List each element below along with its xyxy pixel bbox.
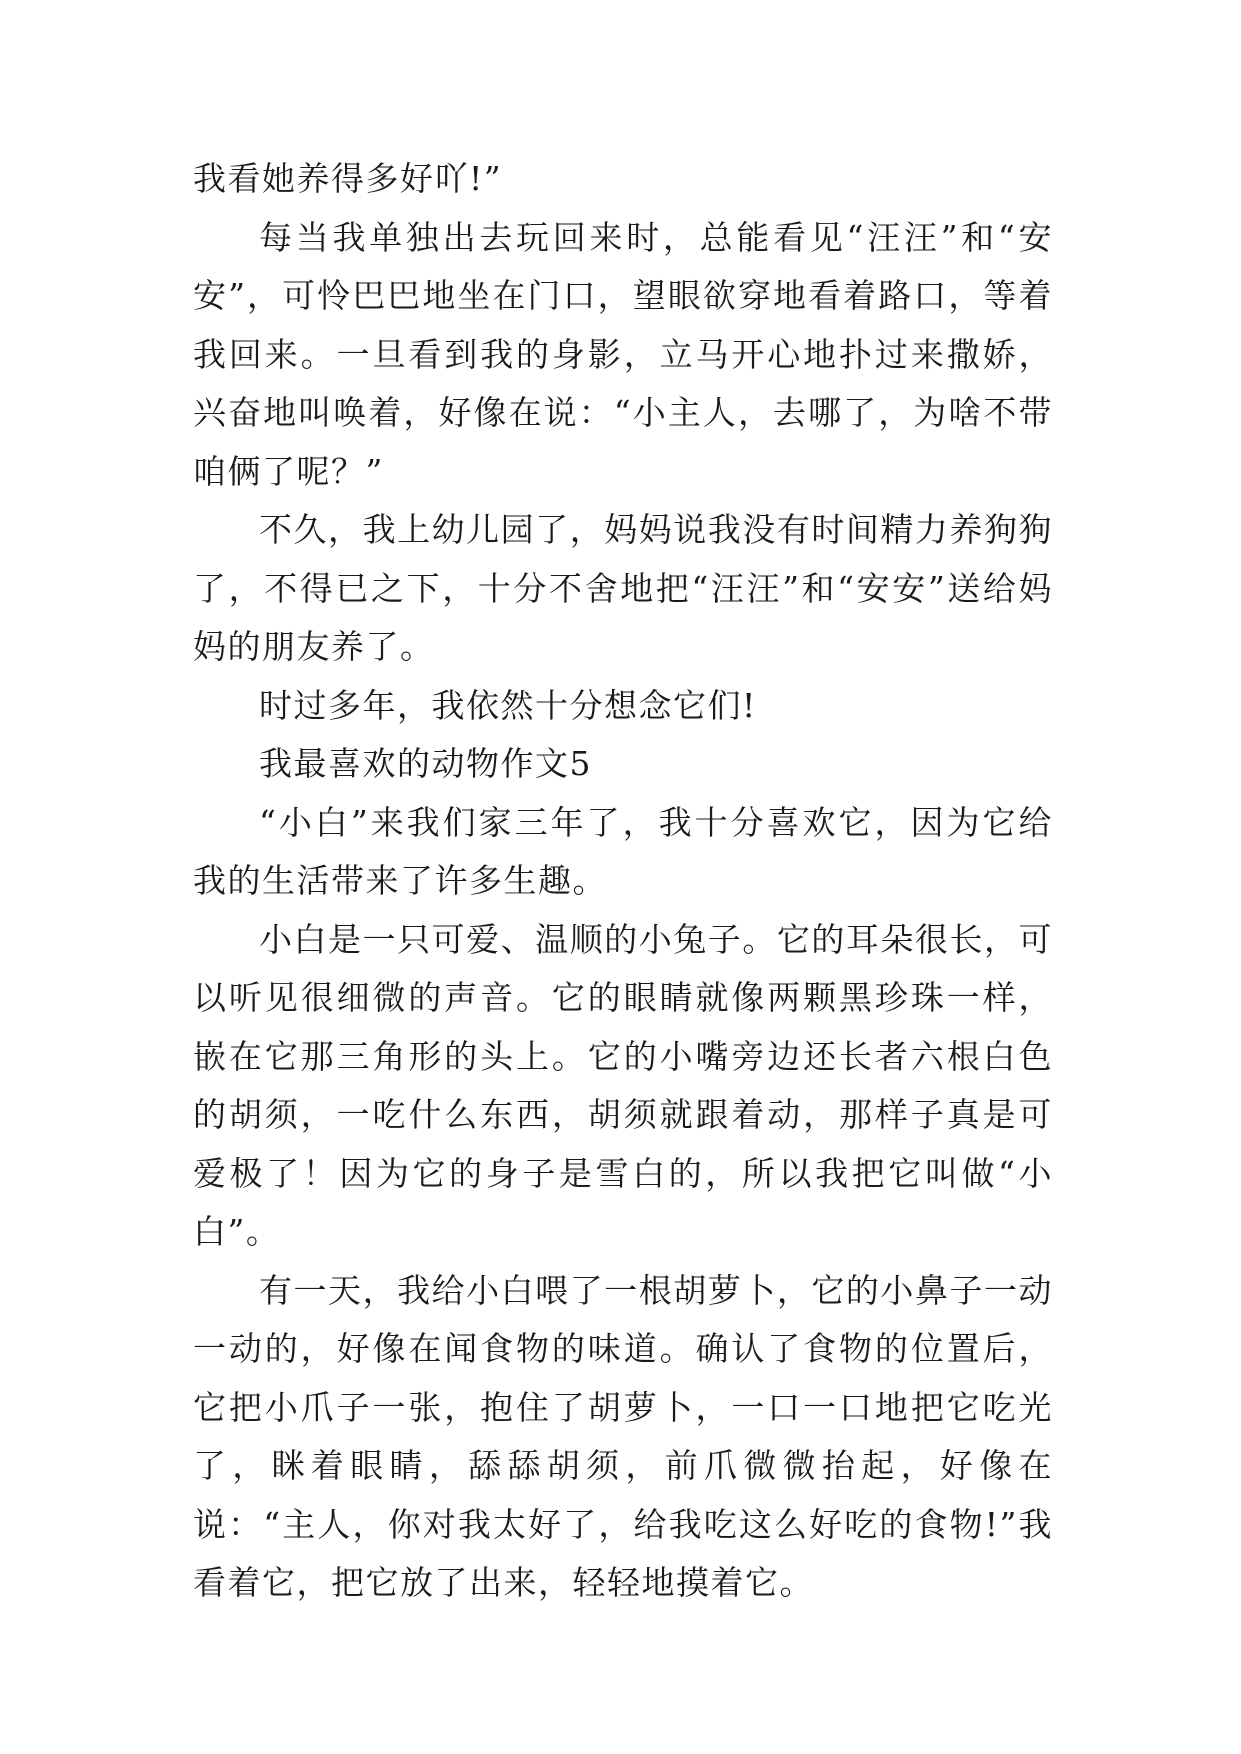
paragraph: 时过多年，我依然十分想念它们! [259, 685, 757, 725]
paragraph: 我看她养得多好吖!” [193, 159, 503, 198]
paragraph: “小白”来我们家三年了，我十分喜欢它，因为它给我的生活带来了许多生趣。 [193, 802, 1053, 900]
document-body [193, 150, 1053, 1613]
section-heading: 我最喜欢的动物作文5 [259, 744, 592, 783]
paragraph: 小白是一只可爱、温顺的小兔子。它的耳朵很长，可以听见很细微的声音。它的眼睛就像两颗黑珍珠一样，嵌在它那三角形的头上。它的小嘴旁边还长者六根白色的胡须，一吃什么东西，胡须就跟着动，那样子真是可爱极了！因为它的身子是雪白的，所以我把它叫做“小白”。 [193, 919, 1053, 1251]
paragraph: 不久，我上幼儿园了，妈妈说我没有时间精力养狗狗了，不得已之下，十分不舍地把“汪汪”和“安安”送给妈妈的朋友养了。 [193, 510, 1053, 666]
paragraph: 每当我单独出去玩回来时，总能看见“汪汪”和“安安”，可怜巴巴地坐在门口，望眼欲穿地看着路口，等着我回来。一旦看到我的身影，立马开心地扑过来撒娇，兴奋地叫唤着，好像在说：“小主人，去哪了，为啥不带咱俩了呢？” [193, 217, 1053, 491]
paragraph: 有一天，我给小白喂了一根胡萝卜，它的小鼻子一动一动的，好像在闻食物的味道。确认了食物的位置后，它把小爪子一张，抱住了胡萝卜，一口一口地把它吃光了，眯着眼睛，舔舔胡须，前爪微微抬起，好像在说：“主人，你对我太好了，给我吃这么好吃的食物!”我看着它，把它放了出来，轻轻地摸着它。 [193, 1270, 1053, 1602]
